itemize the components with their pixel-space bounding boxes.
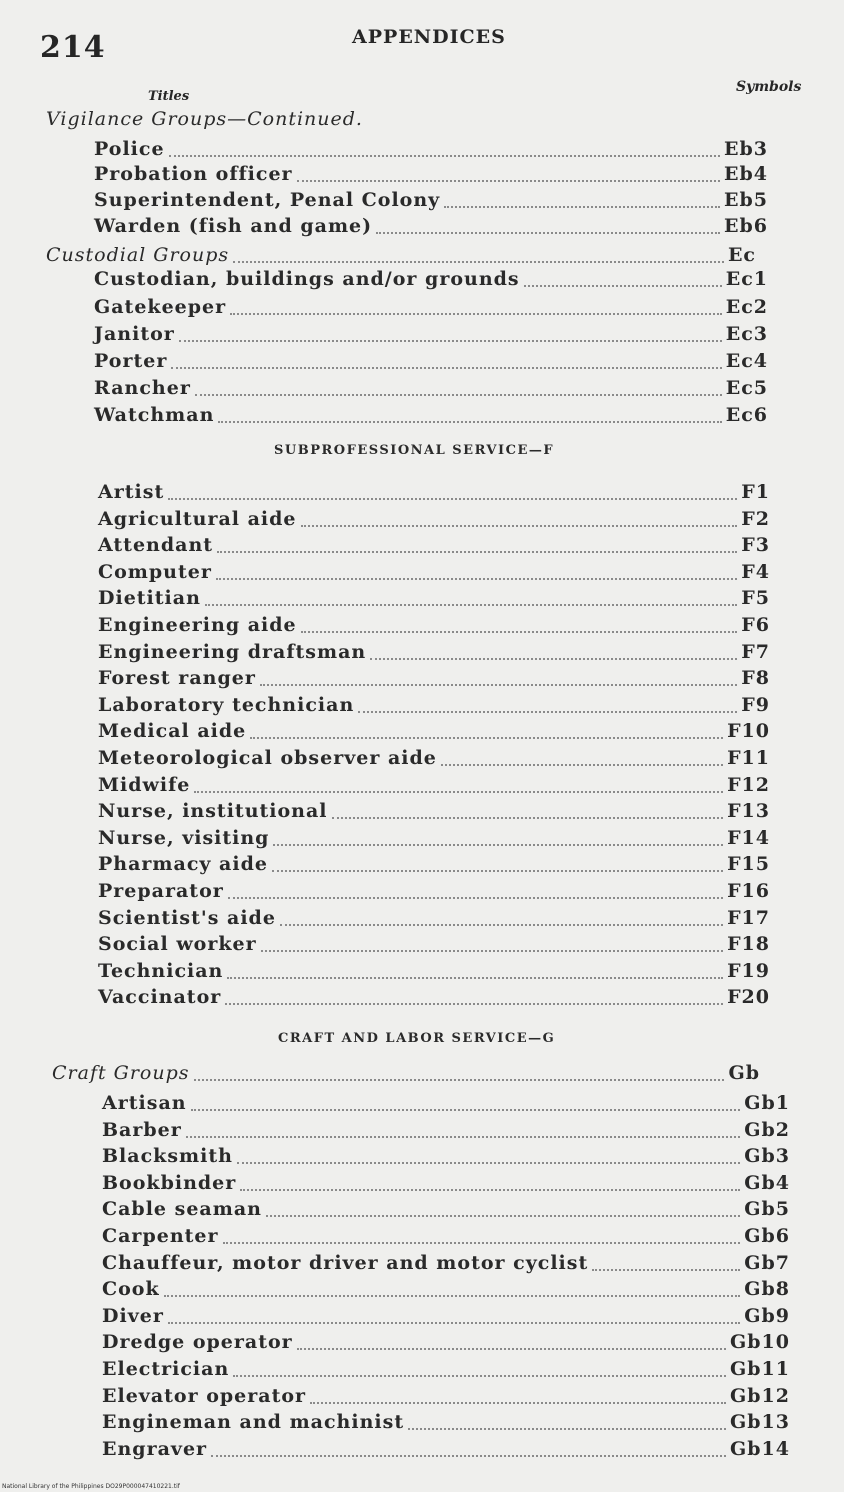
- dot-leader: [164, 1294, 741, 1297]
- table-row: [102, 1438, 790, 1464]
- table-row: [98, 667, 770, 693]
- position-symbol: Gb9: [744, 1305, 790, 1327]
- table-row: [98, 481, 770, 507]
- running-head: APPENDICES: [352, 26, 506, 48]
- dot-leader: [211, 1454, 726, 1457]
- dot-leader: [250, 736, 723, 739]
- position-symbol: Gb5: [744, 1198, 790, 1220]
- position-title: Cook: [102, 1278, 160, 1300]
- table-row: [94, 323, 768, 349]
- dot-leader: [233, 1374, 726, 1377]
- dot-leader: [179, 339, 722, 342]
- table-row: [102, 1172, 790, 1198]
- position-symbol: F15: [727, 853, 770, 875]
- dot-leader: [408, 1427, 726, 1430]
- table-row: [102, 1331, 790, 1357]
- dot-leader: [272, 869, 723, 872]
- position-title: Superintendent, Penal Colony: [94, 189, 441, 211]
- position-symbol: F19: [727, 960, 770, 982]
- dot-leader: [297, 179, 720, 182]
- position-title: Artisan: [102, 1092, 187, 1114]
- table-row: [98, 694, 770, 720]
- group-title: Custodial Groups: [46, 244, 230, 266]
- page-number: 214: [40, 30, 106, 65]
- column-heading-symbols: Symbols: [736, 79, 802, 95]
- position-symbol: F12: [727, 774, 770, 796]
- position-title: Carpenter: [102, 1225, 219, 1247]
- table-row: [94, 215, 768, 241]
- table-row: [98, 907, 770, 933]
- position-title: Technician: [98, 960, 224, 982]
- position-title: Chauffeur, motor driver and motor cyclist: [102, 1252, 589, 1274]
- section-heading-subprofessional: SUBPROFESSIONAL SERVICE—F: [274, 443, 555, 458]
- position-title: Dredge operator: [102, 1331, 293, 1353]
- table-row: [98, 986, 770, 1012]
- dot-leader: [217, 550, 737, 553]
- dot-leader: [301, 630, 738, 633]
- position-title: Midwife: [98, 774, 191, 796]
- position-title: Engineering aide: [98, 614, 297, 636]
- group-title: Vigilance Groups—Continued.: [46, 108, 363, 130]
- dot-leader: [228, 896, 723, 899]
- dot-leader: [218, 420, 721, 423]
- table-row: [94, 189, 768, 215]
- position-symbol: Gb8: [744, 1278, 790, 1300]
- dot-leader: [240, 1188, 740, 1191]
- position-title: Blacksmith: [102, 1145, 233, 1167]
- position-title: Nurse, visiting: [98, 827, 270, 849]
- dot-leader: [205, 603, 737, 606]
- position-symbol: F3: [741, 534, 770, 556]
- table-row: [98, 587, 770, 613]
- column-heading-titles: Titles: [148, 89, 190, 104]
- table-row: [102, 1145, 790, 1171]
- position-title: Elevator operator: [102, 1385, 307, 1407]
- dot-leader: [332, 816, 724, 819]
- dot-leader: [273, 843, 723, 846]
- position-symbol: F8: [741, 667, 770, 689]
- position-title: Pharmacy aide: [98, 853, 268, 875]
- position-title: Dietitian: [98, 587, 201, 609]
- position-title: Barber: [102, 1119, 182, 1141]
- dot-leader: [230, 312, 722, 315]
- dot-leader: [444, 205, 720, 208]
- position-symbol: Gb: [728, 1062, 760, 1084]
- table-row: [98, 747, 770, 773]
- position-symbol: Ec4: [725, 350, 768, 372]
- position-title: Bookbinder: [102, 1172, 237, 1194]
- position-symbol: F9: [741, 694, 770, 716]
- dot-leader: [310, 1401, 726, 1404]
- position-symbol: F17: [727, 907, 770, 929]
- position-title: Artist: [98, 481, 165, 503]
- position-symbol: F5: [741, 587, 770, 609]
- position-symbol: F18: [727, 933, 770, 955]
- position-symbol: Gb12: [730, 1385, 790, 1407]
- table-row: [98, 641, 770, 667]
- position-symbol: Eb6: [724, 215, 768, 237]
- dot-leader: [237, 1161, 740, 1164]
- table-row: [98, 800, 770, 826]
- scan-footer: National Library of the Philippines DO29P000047410221.tif: [2, 1483, 180, 1490]
- dot-leader: [195, 393, 722, 396]
- table-row: [98, 534, 770, 560]
- position-symbol: Gb6: [744, 1225, 790, 1247]
- position-title: Medical aide: [98, 720, 247, 742]
- dot-leader: [168, 1321, 740, 1324]
- position-title: Watchman: [94, 404, 215, 426]
- dot-leader: [592, 1268, 740, 1271]
- dot-leader: [225, 1002, 723, 1005]
- table-row: [98, 880, 770, 906]
- dot-leader: [169, 154, 720, 157]
- position-title: Nurse, institutional: [98, 800, 328, 822]
- table-row: [94, 163, 768, 189]
- dot-leader: [186, 1135, 741, 1138]
- table-row: [102, 1119, 790, 1145]
- table-row: [98, 561, 770, 587]
- table-row: [94, 138, 768, 164]
- position-symbol: Gb10: [730, 1331, 790, 1353]
- position-title: Engineman and machinist: [102, 1411, 405, 1433]
- position-symbol: Gb3: [744, 1145, 790, 1167]
- dot-leader: [216, 577, 737, 580]
- dot-leader: [233, 260, 724, 263]
- group-heading-row: [46, 108, 800, 134]
- position-title: Attendant: [98, 534, 214, 556]
- position-symbol: Gb7: [744, 1252, 790, 1274]
- position-title: Porter: [94, 350, 168, 372]
- group-heading-row: [46, 244, 756, 270]
- position-symbol: Ec: [727, 244, 756, 266]
- table-row: [98, 774, 770, 800]
- position-title: Forest ranger: [98, 667, 256, 689]
- position-symbol: F20: [727, 986, 770, 1008]
- table-row: [102, 1225, 790, 1251]
- table-row: [102, 1411, 790, 1437]
- position-title: Vaccinator: [98, 986, 222, 1008]
- dot-leader: [280, 923, 723, 926]
- position-symbol: Ec1: [725, 268, 768, 290]
- position-title: Scientist's aide: [98, 907, 276, 929]
- dot-leader: [168, 497, 737, 500]
- position-symbol: Eb3: [724, 138, 768, 160]
- position-symbol: Eb5: [724, 189, 768, 211]
- position-symbol: F13: [727, 800, 770, 822]
- table-row: [94, 377, 768, 403]
- dot-leader: [194, 1078, 725, 1081]
- dot-leader: [301, 524, 738, 527]
- position-title: Laboratory technician: [98, 694, 355, 716]
- position-symbol: Gb2: [744, 1119, 790, 1141]
- position-symbol: Gb1: [744, 1092, 790, 1114]
- dot-leader: [260, 683, 737, 686]
- position-symbol: Gb14: [730, 1438, 790, 1460]
- position-title: Police: [94, 138, 165, 160]
- table-row: [98, 853, 770, 879]
- dot-leader: [191, 1108, 741, 1111]
- dot-leader: [297, 1347, 726, 1350]
- position-symbol: F1: [741, 481, 770, 503]
- table-row: [98, 960, 770, 986]
- position-symbol: F6: [741, 614, 770, 636]
- position-title: Cable seaman: [102, 1198, 262, 1220]
- position-title: Warden (fish and game): [94, 215, 373, 237]
- table-row: [94, 268, 768, 294]
- table-row: [98, 933, 770, 959]
- table-row: [98, 827, 770, 853]
- position-title: Social worker: [98, 933, 257, 955]
- position-title: Computer: [98, 561, 212, 583]
- group-title: Craft Groups: [52, 1062, 190, 1084]
- dot-leader: [261, 949, 723, 952]
- position-title: Probation officer: [94, 163, 293, 185]
- position-symbol: F4: [741, 561, 770, 583]
- table-row: [102, 1092, 790, 1118]
- position-title: Electrician: [102, 1358, 230, 1380]
- position-symbol: Gb4: [744, 1172, 790, 1194]
- position-title: Engraver: [102, 1438, 208, 1460]
- table-row: [102, 1385, 790, 1411]
- position-symbol: Eb4: [724, 163, 768, 185]
- table-row: [94, 404, 768, 430]
- position-title: Janitor: [94, 323, 175, 345]
- position-title: Diver: [102, 1305, 164, 1327]
- dot-leader: [194, 790, 723, 793]
- position-symbol: F2: [741, 508, 770, 530]
- dot-leader: [376, 231, 720, 234]
- table-row: [94, 296, 768, 322]
- position-symbol: Gb13: [730, 1411, 790, 1433]
- table-row: [98, 508, 770, 534]
- position-symbol: F7: [741, 641, 770, 663]
- position-title: Preparator: [98, 880, 224, 902]
- position-symbol: F11: [727, 747, 770, 769]
- position-symbol: Ec3: [725, 323, 768, 345]
- dot-leader: [370, 657, 737, 660]
- table-row: [102, 1252, 790, 1278]
- position-symbol: Ec2: [725, 296, 768, 318]
- position-title: Rancher: [94, 377, 191, 399]
- dot-leader: [223, 1241, 741, 1244]
- section-heading-craft-labor: CRAFT AND LABOR SERVICE—G: [278, 1031, 556, 1046]
- dot-leader: [171, 366, 721, 369]
- position-symbol: F14: [727, 827, 770, 849]
- position-symbol: F16: [727, 880, 770, 902]
- position-title: Agricultural aide: [98, 508, 297, 530]
- dot-leader: [266, 1214, 740, 1217]
- position-symbol: Ec6: [725, 404, 768, 426]
- dot-leader: [358, 710, 737, 713]
- dot-leader: [524, 284, 722, 287]
- dot-leader: [441, 763, 723, 766]
- position-symbol: Gb11: [730, 1358, 790, 1380]
- table-row: [102, 1198, 790, 1224]
- position-title: Meteorological observer aide: [98, 747, 437, 769]
- table-row: [102, 1278, 790, 1304]
- group-heading-row: [52, 1062, 760, 1088]
- dot-leader: [227, 976, 723, 979]
- table-row: [102, 1305, 790, 1331]
- table-row: [94, 350, 768, 376]
- table-row: [98, 614, 770, 640]
- position-title: Engineering draftsman: [98, 641, 367, 663]
- position-symbol: F10: [727, 720, 770, 742]
- table-row: [102, 1358, 790, 1384]
- position-title: Gatekeeper: [94, 296, 227, 318]
- table-row: [98, 720, 770, 746]
- position-symbol: Ec5: [725, 377, 768, 399]
- position-title: Custodian, buildings and/or grounds: [94, 268, 520, 290]
